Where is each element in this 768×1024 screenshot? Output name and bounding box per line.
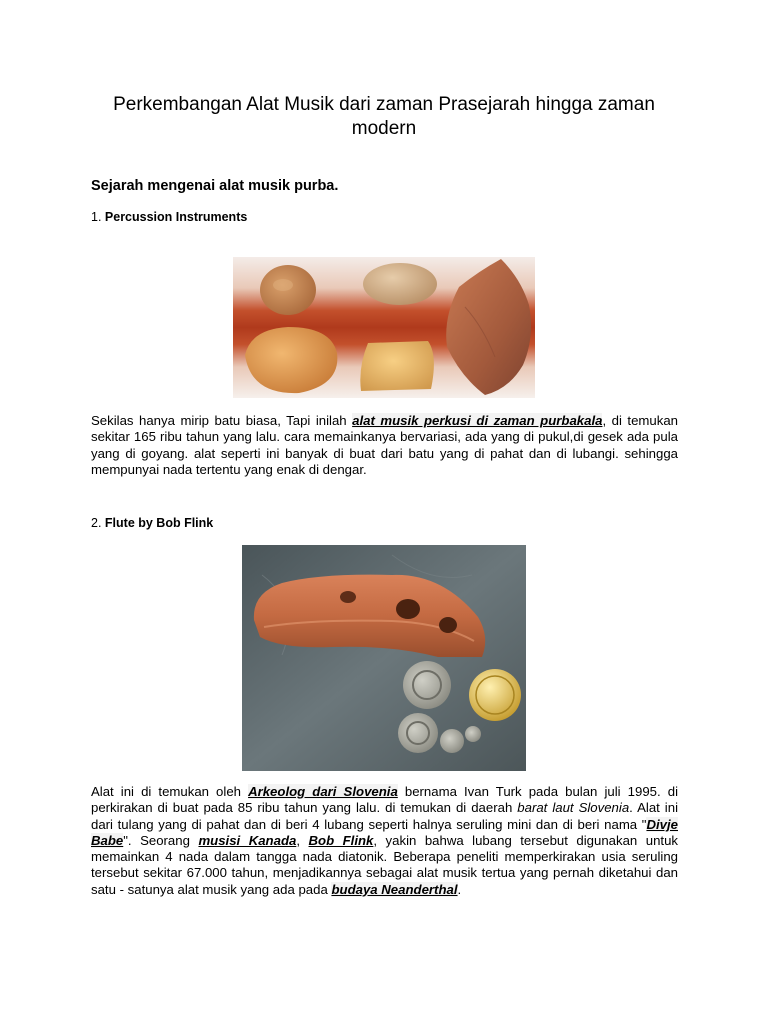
link-alat-musik-perkusi[interactable]: alat musik perkusi di zaman purbakala [352, 413, 603, 428]
item-number: 1. [91, 210, 105, 224]
link-budaya-neanderthal[interactable]: budaya Neanderthal [331, 881, 458, 897]
page-title: Perkembangan Alat Musik dari zaman Prasejarah hingga zaman modern [113, 94, 655, 139]
flute-paragraph: Alat ini di temukan oleh Arkeolog dari Slovenia bernama Ivan Turk pada bulan juli 1995. di perkirakan di buat pada 85 ribu tahun yang lalu. di temukan di daerah barat laut Slovenia. Alat ini dari tulang yang di pahat dan di beri 4 lubang seperti halnya seruling mini dan di beri nama "Divje Babe". Seorang musisi Kanada, Bob Flink, yakin bahwa lubang tersebut digunakan untuk memainkan 4 nada dalam tangga nada diatonik. Beberapa peneliti memperkirakan usia seruling tersebut sekitar 67.000 tahun, menjadikannya sebagai alat musik tertua yang pernah diketahui dan satu - satunya alat musik yang ada pada budaya Neanderthal. [91, 784, 679, 897]
bone-flute-image [242, 545, 526, 771]
link-arkeolog-slovenia[interactable]: Arkeolog dari Slovenia [248, 784, 398, 799]
item-heading-percussion [91, 210, 247, 224]
link-divje-babe[interactable]: Divje Babe [91, 816, 678, 848]
item-heading-flute [91, 516, 213, 530]
item-number: 2. [91, 516, 105, 530]
link-musisi-kanada[interactable]: musisi Kanada [198, 832, 297, 848]
percussion-stones-image [233, 257, 535, 398]
item-title: Flute by Bob Flink [104, 516, 214, 530]
section-subtitle: Sejarah mengenai alat musik purba. [91, 178, 339, 194]
item-title: Percussion Instruments [104, 210, 248, 224]
place-name: barat laut Slovenia [517, 800, 630, 816]
link-bob-flink[interactable]: Bob Flink [308, 832, 374, 848]
percussion-paragraph: Sekilas hanya mirip batu biasa, Tapi inilah alat musik perkusi di zaman purbakala, di temukan sekitar 165 ribu tahun yang lalu. cara memainkanya bervariasi, ada yang di pukul,di gesek ada pula yang di goyang. alat seperti ini banyak di buat dari batu yang di pahat dan di lubangi. sehingga mempunyai nada tertentu yang enak di dengar. [91, 413, 678, 477]
